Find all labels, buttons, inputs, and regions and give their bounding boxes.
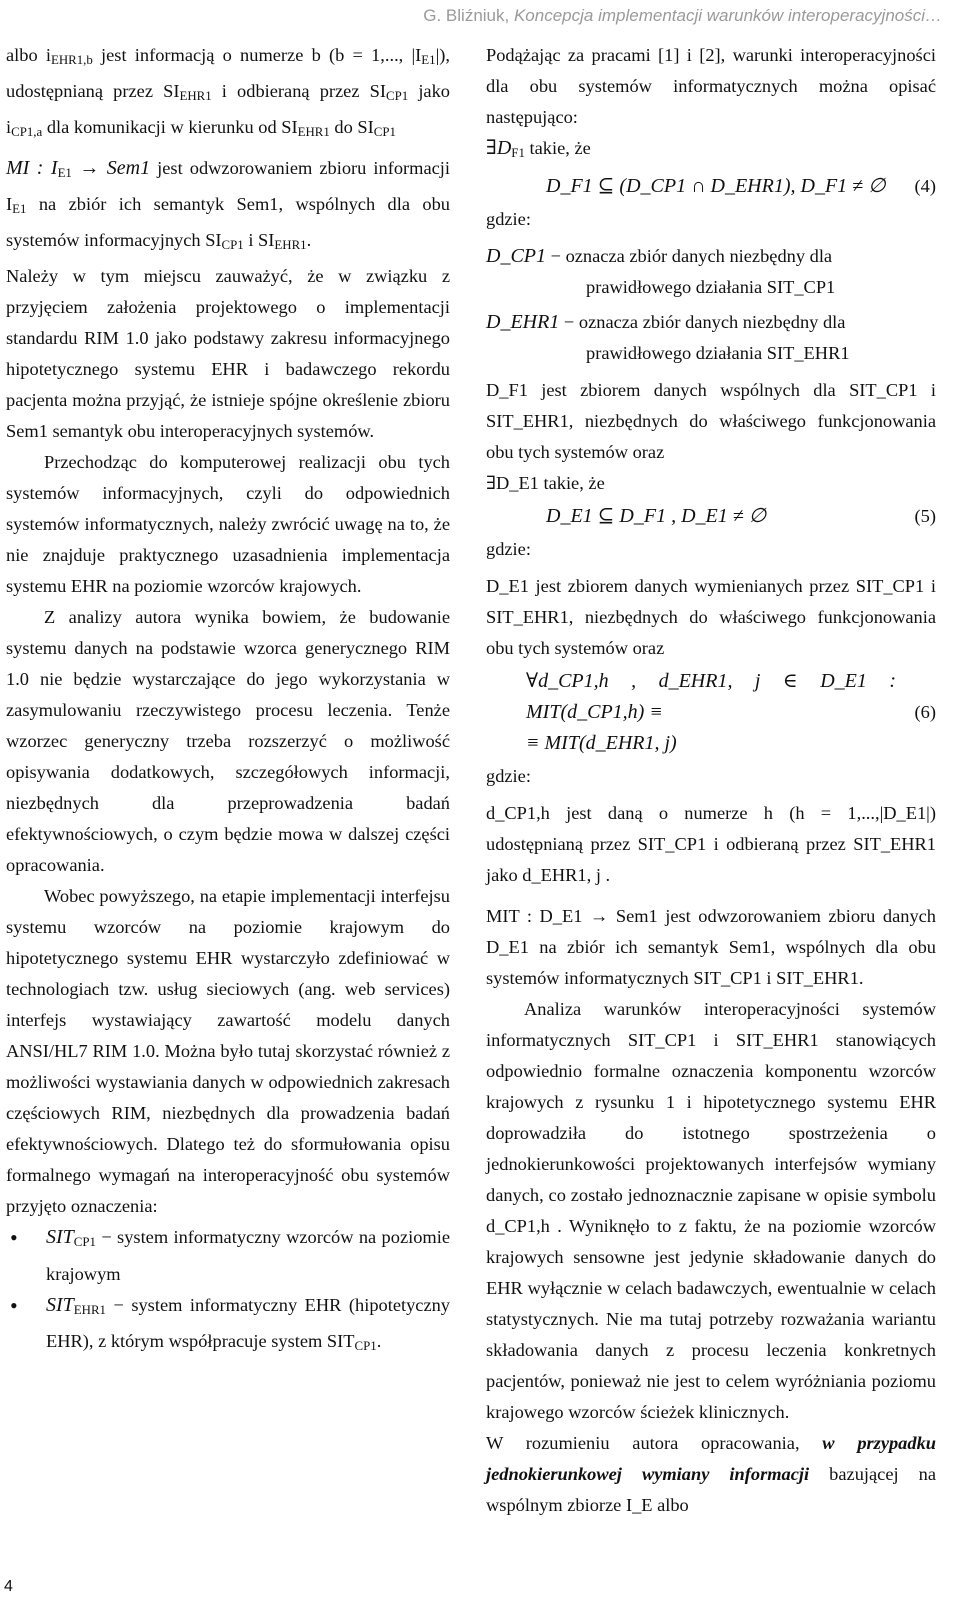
subscript: CP1	[386, 89, 409, 104]
subscript: CP1	[73, 1235, 96, 1250]
math-run: D_EHR1	[486, 311, 560, 334]
page-number: 4	[4, 1578, 13, 1595]
definition-d-ehr1-cont: prawidłowego działania SIT_EHR1	[586, 343, 850, 364]
text-run: bazującej na wspólnym zbiorze I_E albo	[486, 1464, 936, 1516]
notation-list	[6, 1222, 450, 1362]
left-paragraph-2	[6, 153, 450, 262]
equation-5	[486, 501, 936, 532]
subscript: EHR1	[179, 89, 212, 104]
subscript: CP1,a	[11, 125, 43, 140]
exists-line-1	[486, 133, 936, 169]
left-paragraph-5: Z analizy autora wynika bowiem, że budowanie systemu danych na podstawie wzorca generycznego RIM 1.0 nie będzie wystarczające do jego wykorzystania w zasymulowaniu rzeczywistego procesu leczenia. Tenże wzorzec generyczny trzeba rozszerzyć o możliwość opisywania dodatkowych, szczegółowych informacji, niezbędnych dla przeprowadzenia badań efektywnościowych, o czym będzie mowa w dalszej części opracowania.	[6, 607, 450, 876]
header-title: Koncepcja implementacji warunków interoperacyjności…	[513, 6, 942, 25]
text-run: dla komunikacji w kierunku od SI	[42, 117, 298, 138]
right-column	[486, 40, 936, 1521]
left-column	[6, 40, 450, 1362]
definition-d-cp1	[486, 241, 936, 272]
math-run: MI : I	[6, 156, 58, 179]
right-paragraph-2: D_F1 jest zbiorem danych wspólnych dla SIT_CP1 i SIT_EHR1, niezbędnych do właściwego funkcjonowania obu tych systemów oraz	[486, 380, 936, 463]
subscript: EHR1,b	[50, 53, 93, 68]
subscript: E1	[12, 202, 27, 217]
right-paragraph-7	[486, 1428, 936, 1521]
subscript: F1	[511, 146, 525, 161]
subscript: EHR1	[73, 1302, 106, 1317]
equation-number: (6)	[914, 702, 936, 723]
right-paragraph-3: D_E1 jest zbiorem danych wymienianych przez SIT_CP1 i SIT_EHR1, niezbędnych do właściwego funkcjonowania obu tych systemów oraz	[486, 576, 936, 659]
equation-line: ∀d_CP1,h , d_EHR1, j ∈ D_E1 : MIT(d_CP1,h) ≡	[526, 670, 896, 724]
definition-d-cp1-cont: prawidłowego działania SIT_CP1	[586, 277, 836, 298]
text-run: − oznacza zbiór danych niezbędny dla	[546, 246, 833, 267]
equation-body: D_E1 ⊆ D_F1 , D_E1 ≠ ∅	[546, 505, 767, 528]
left-paragraph-6: Wobec powyższego, na etapie implementacji interfejsu systemu wzorców na poziomie krajowym do hipotetycznego systemu EHR wystarczyło zdefiniować w technologiach tzw. usług sieciowych (ang. web services) interfejs wystawiający zawartość modelu danych ANSI/HL7 RIM 1.0. Można było tutaj skorzystać również z możliwości wystawiania danych w odpowiednich zakresach częściowych RIM, niezbędnych dla prowadzenia badań efektywnościowych. Dlatego też do sformułowania opisu formalnego wymagań na interoperacyjność obu systemów przyjęto oznaczenia:	[6, 886, 450, 1217]
equation-number: (4)	[914, 176, 936, 197]
text-run: i odbieraną przez SI	[211, 81, 386, 102]
where-label: gdzie:	[486, 766, 531, 787]
subscript: EHR1	[274, 238, 307, 253]
text-run: .	[306, 230, 312, 251]
subscript: E1	[421, 53, 436, 68]
running-head	[423, 6, 942, 26]
text-run: − system informatyczny wzorców na poziomie krajowym	[46, 1227, 450, 1284]
right-paragraph-5: MIT : D_E1 → Sem1 jest odwzorowaniem zbioru danych D_E1 na zbiór ich semantyk Sem1, wspólnych dla obu systemów informatycznych SIT_CP1 i SIT_EHR1.	[486, 906, 936, 989]
text-run: takie, że	[524, 138, 591, 158]
text-run: − system informatyczny EHR (hipotetyczny EHR), z którym współpracuje system SIT	[46, 1294, 450, 1351]
equation-line: ≡ MIT(d_EHR1, j)	[526, 732, 677, 755]
left-paragraph-4: Przechodząc do komputerowej realizacji obu tych systemów informacyjnych, czyli do odpowiednich systemów informatycznych, należy zwrócić uwagę na to, że nie znajduje praktycznego uzasadnienia implementacja systemu EHR na poziomie wzorców krajowych.	[6, 452, 450, 597]
equation-body: D_F1 ⊆ (D_CP1 ∩ D_EHR1), D_F1 ≠ ∅	[546, 175, 886, 198]
list-item	[6, 1290, 450, 1362]
left-paragraph-1	[6, 40, 450, 149]
exists-line-2: ∃D_E1 takie, że	[486, 473, 605, 494]
right-paragraph-1: Podążając za pracami [1] i [2], warunki interoperacyjności dla obu systemów informatycznych można opisać następująco:	[486, 45, 936, 127]
text-run: jest informacją o numerze b (b = 1,..., |I	[92, 45, 422, 65]
text-run: jako i	[6, 81, 450, 138]
text-run: i SI	[243, 230, 275, 251]
math-run: ∃D	[486, 137, 512, 159]
right-paragraph-4: d_CP1,h jest daną o numerze h (h = 1,...,|D_E1|) udostępnianą przez SIT_CP1 i odbieraną przez SIT_EHR1 jako d_EHR1, j .	[486, 803, 936, 886]
math-run: → Sem1	[71, 156, 151, 179]
equation-6	[486, 666, 936, 759]
where-label: gdzie:	[486, 209, 531, 230]
header-author: G. Bliźniuk,	[423, 6, 514, 25]
subscript: CP1	[221, 238, 244, 253]
left-paragraph-3: Należy w tym miejscu zauważyć, że w związku z przyjęciem założenia projektowego o implementacji standardu RIM 1.0 jako podstawy zakresu informacyjnego hipotetycznego systemu EHR i badawczego rekordu pacjenta można przyjąć, że istnieje spójne określenie zbioru Sem1 semantyk obu interoperacyjnych systemów.	[6, 266, 450, 442]
where-label: gdzie:	[486, 539, 531, 560]
list-item	[6, 1222, 450, 1289]
equation-4	[486, 171, 936, 202]
definition-d-ehr1	[486, 307, 936, 338]
text-run: jest odwzorowaniem zbioru informacji I	[6, 157, 451, 214]
text-run: − oznacza zbiór danych niezbędny dla	[559, 312, 846, 333]
math-run: SIT	[46, 1226, 74, 1249]
text-run: |), udostępnianą przez SI	[6, 45, 450, 102]
right-paragraph-6: Analiza warunków interoperacyjności systemów informatycznych SIT_CP1 i SIT_EHR1 stanowiących odpowiednio formalne oznaczenia komponentu wzorców krajowych z rysunku 1 i hipotetycznego systemu EHR doprowadziła do istotnego spostrzeżenia o jednokierunkowości projektowanych interfejsów wymiany danych, co zostało jednoznacznie zapisane w opisie symbolu d_CP1,h . Wyniknęło to z faktu, że na poziomie wzorców krajowych sensowne jest jedynie składowanie danych do EHR wyłącznie w celach badawczych, ewentualnie w celach statystycznych. Nie ma tutaj potrzeby rozważania wariantu składowania danych z procesu leczenia konkretnych pacjentów, ponieważ nie jest to celem wyróżniania poziomu krajowego wzorców ścieżek klinicznych.	[486, 999, 936, 1423]
math-run: SIT	[46, 1293, 74, 1316]
equation-body	[526, 666, 896, 759]
math-run: D_CP1	[486, 245, 546, 268]
text-run: .	[376, 1330, 382, 1351]
equation-number: (5)	[914, 506, 936, 527]
emphasis: w przypadku jednokierunkowej wymiany informacji	[486, 1433, 936, 1485]
subscript: E1	[57, 165, 72, 180]
text-run: albo i	[6, 45, 51, 65]
text-run: na zbiór ich semantyk Sem1, wspólnych dla obu systemów informacyjnych SI	[6, 193, 450, 251]
subscript: EHR1	[297, 125, 330, 140]
subscript: CP1	[373, 125, 396, 140]
text-run: do SI	[329, 117, 374, 138]
subscript: CP1	[354, 1338, 377, 1353]
text-run: W rozumieniu autora opracowania,	[486, 1433, 823, 1454]
